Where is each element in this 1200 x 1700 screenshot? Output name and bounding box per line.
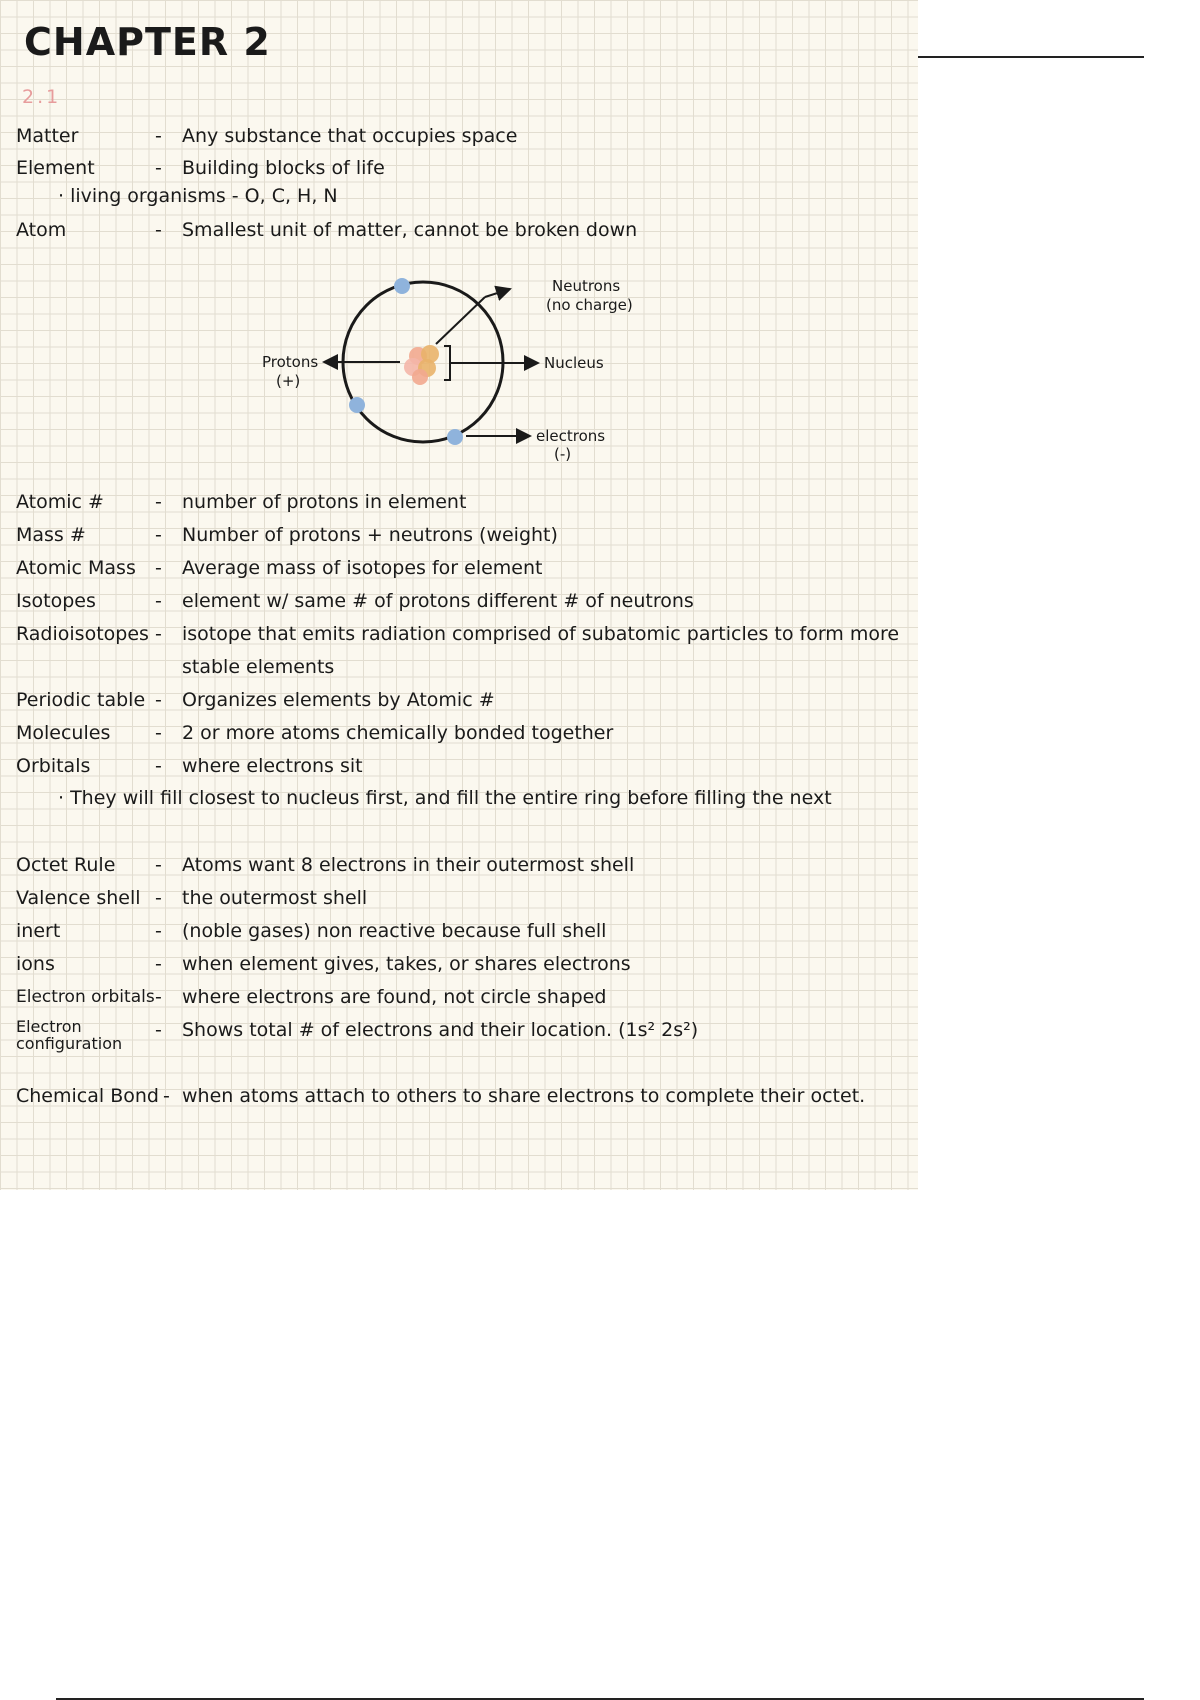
term-label: Octet Rule bbox=[16, 854, 116, 876]
term-label: ions bbox=[16, 953, 55, 975]
electron-dot bbox=[394, 278, 410, 294]
protons-label: Protons bbox=[262, 353, 319, 371]
term-label: Element bbox=[16, 157, 95, 179]
term-label: Electron orbitals bbox=[16, 987, 155, 1007]
term-dash: - bbox=[155, 887, 162, 909]
term-dash: - bbox=[155, 557, 162, 579]
nucleus-bracket bbox=[444, 346, 450, 380]
term-dash: - bbox=[155, 953, 162, 975]
term-dash: - bbox=[155, 157, 162, 179]
electrons-label: electrons bbox=[536, 427, 606, 445]
atom-diagram bbox=[260, 260, 680, 484]
term-dash: - bbox=[155, 854, 162, 876]
term-label: Isotopes bbox=[16, 590, 96, 612]
term-dash: - bbox=[155, 722, 162, 744]
term-dash: - bbox=[155, 755, 162, 777]
neutrons-arrow bbox=[485, 289, 510, 297]
neutrons-label: Neutrons bbox=[552, 277, 621, 295]
neutrons-line bbox=[436, 297, 485, 344]
section-number: 2.1 bbox=[22, 86, 62, 108]
term-definition: (noble gases) non reactive because full shell bbox=[182, 920, 607, 942]
term-definition: Atoms want 8 electrons in their outermost shell bbox=[182, 854, 635, 876]
term-dash: - bbox=[155, 920, 162, 942]
term-label: Orbitals bbox=[16, 755, 91, 777]
nucleus-label: Nucleus bbox=[544, 354, 604, 372]
term-definition: Any substance that occupies space bbox=[182, 125, 518, 147]
electron-dot bbox=[447, 429, 463, 445]
term-dash: - bbox=[155, 219, 162, 241]
term-dash: - bbox=[155, 590, 162, 612]
term-definition: where electrons are found, not circle shaped bbox=[182, 986, 607, 1008]
term-definition: Average mass of isotopes for element bbox=[182, 557, 543, 579]
term-label: Matter bbox=[16, 125, 79, 147]
electron-dot bbox=[349, 397, 365, 413]
neutrons-note: (no charge) bbox=[546, 296, 633, 314]
term-definition: when element gives, takes, or shares electrons bbox=[182, 953, 631, 975]
term-label: Atomic # bbox=[16, 491, 104, 513]
term-definition: when atoms attach to others to share electrons to complete their octet. bbox=[182, 1085, 866, 1107]
term-label: Molecules bbox=[16, 722, 111, 744]
term-definition: Organizes elements by Atomic # bbox=[182, 689, 495, 711]
term-definition: Number of protons + neutrons (weight) bbox=[182, 524, 558, 546]
term-dash: - bbox=[155, 524, 162, 546]
nucleus-icon bbox=[404, 345, 439, 385]
term-label: inert bbox=[16, 920, 61, 942]
page-title: CHAPTER 2 bbox=[24, 20, 271, 64]
term-label: Atomic Mass bbox=[16, 557, 136, 579]
element-sub-note: · living organisms - O, C, H, N bbox=[58, 185, 338, 207]
term-label: Radioisotopes bbox=[16, 623, 149, 645]
term-dash: - bbox=[155, 125, 162, 147]
term-definition: Shows total # of electrons and their location. (1s² 2s²) bbox=[182, 1019, 699, 1041]
protons-note: (+) bbox=[276, 372, 301, 390]
term-dash: - bbox=[155, 986, 162, 1008]
orbitals-sub-note: · They will fill closest to nucleus first, and fill the entire ring before filling the next bbox=[58, 787, 832, 809]
term-definition: Building blocks of life bbox=[182, 157, 385, 179]
term-label: Periodic table bbox=[16, 689, 146, 711]
term-definition: 2 or more atoms chemically bonded together bbox=[182, 722, 614, 744]
term-definition: isotope that emits radiation comprised of subatomic particles to form more stable elements bbox=[182, 623, 900, 678]
term-label: Valence shell bbox=[16, 887, 141, 909]
term-dash: - bbox=[155, 491, 162, 513]
term-definition: the outermost shell bbox=[182, 887, 368, 909]
term-dash: - bbox=[155, 623, 162, 645]
term-dash: - bbox=[155, 1019, 162, 1041]
term-label: Mass # bbox=[16, 524, 86, 546]
term-dash: - bbox=[155, 689, 162, 711]
term-definition: where electrons sit bbox=[182, 755, 363, 777]
term-definition: element w/ same # of protons different # of neutrons bbox=[182, 590, 694, 612]
term-definition: number of protons in element bbox=[182, 491, 467, 513]
term-label: Atom bbox=[16, 219, 67, 241]
header-rule bbox=[918, 56, 1144, 58]
electrons-note: (-) bbox=[554, 445, 572, 463]
term-dash: - bbox=[163, 1085, 170, 1107]
term-definition: Smallest unit of matter, cannot be broken down bbox=[182, 219, 638, 241]
term-label: Chemical Bond bbox=[16, 1085, 159, 1107]
term-label: Electron configuration bbox=[16, 1017, 123, 1053]
